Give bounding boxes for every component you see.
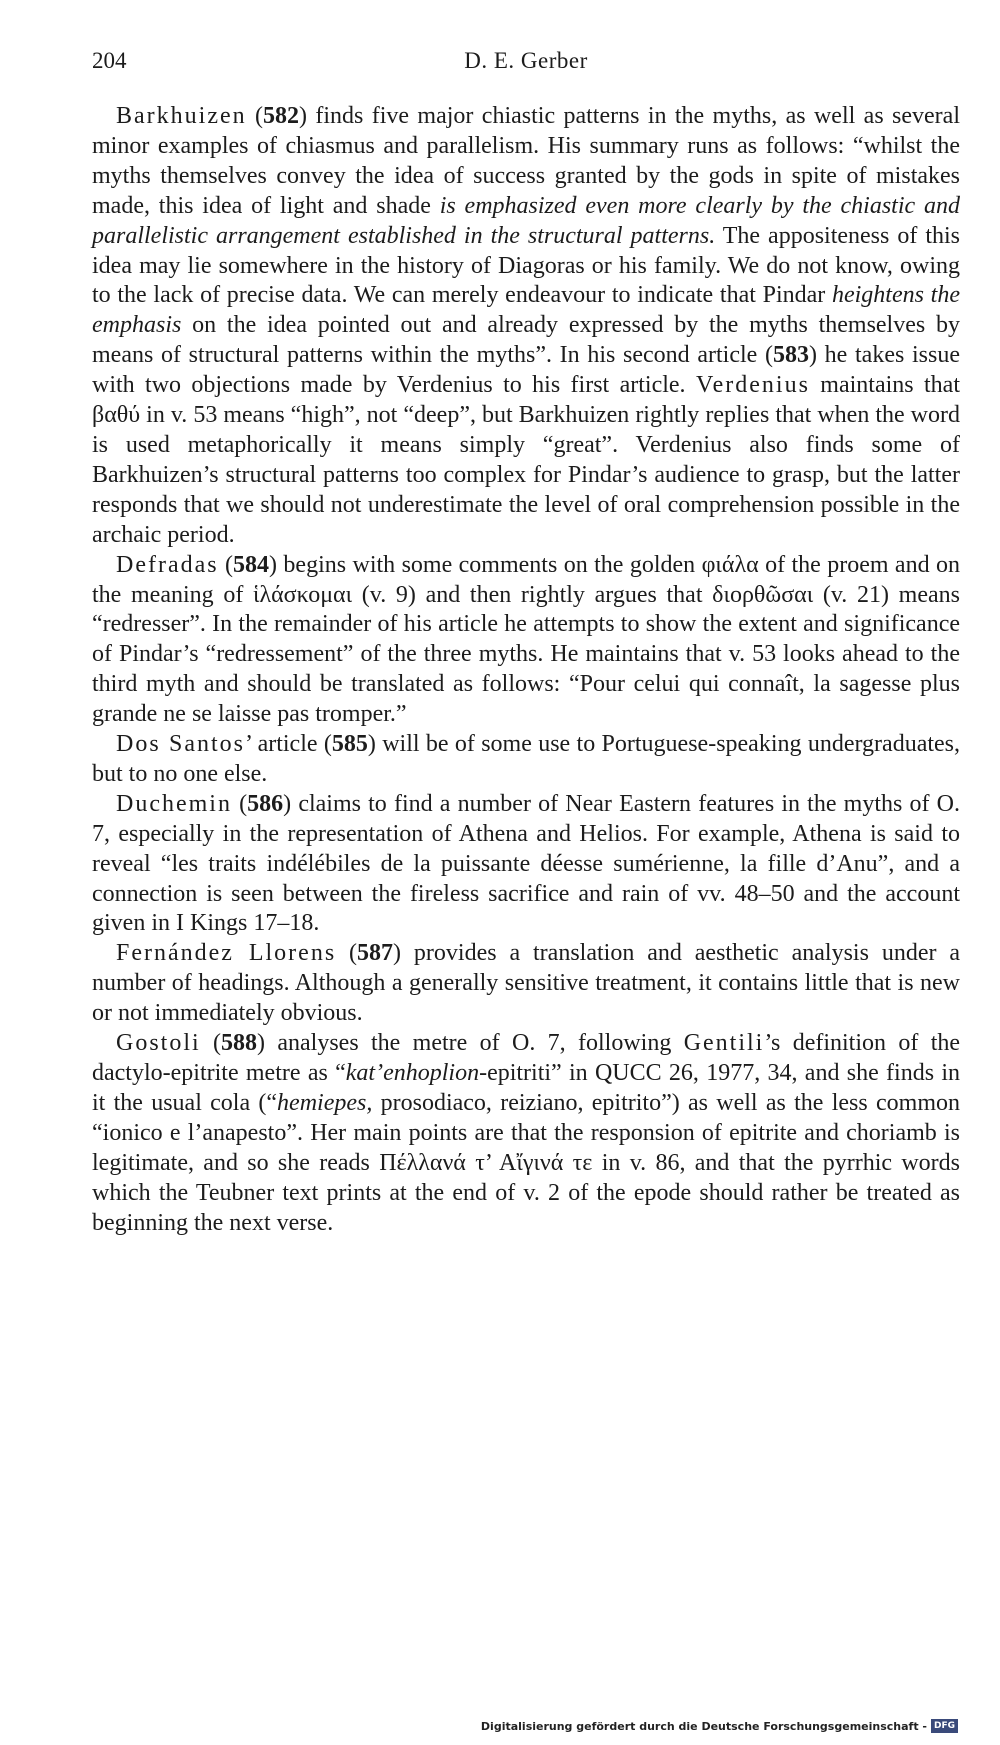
text-run: The appositeness of this idea may lie somewhere in the history of Diagoras or his family. We do not know, owing to the lack of precise data. We can merely endeavour to indicate that Pindar — [92, 222, 960, 309]
text-run: ( — [231, 790, 248, 817]
paragraph — [92, 1029, 960, 1238]
text-run: ( — [336, 940, 358, 967]
text-run: maintains that βαθύ in v. 53 means “high”, not “deep”, but Barkhuizen rightly replies that when the word is used metaphorically it means simply “great”. Verdenius also finds some of Barkhuizen’s structural patterns too complex for Pindar’s audience to grasp, but the latter responds that we should not underestimate the level of oral comprehension possible in the archaic period. — [92, 372, 960, 548]
reference-number: 582 — [263, 103, 299, 129]
page-header — [88, 48, 964, 82]
text-run: ) analyses the metre of O. 7, following — [257, 1030, 684, 1057]
italic-text: hemiepes, — [277, 1089, 373, 1116]
paragraph — [92, 551, 960, 730]
reference-number: 587 — [357, 940, 394, 967]
text-run: ( — [218, 551, 234, 578]
digitization-footer — [481, 1719, 958, 1733]
text-run: on the idea pointed out and already expressed by the myths themselves by means of structural patterns within the myths”. In his second article ( — [92, 312, 960, 369]
author-name: Dos Santos — [116, 731, 246, 758]
reference-number: 583 — [773, 342, 809, 369]
author-name: Barkhuizen — [116, 103, 247, 129]
author-name: Fernández Llorens — [116, 940, 337, 967]
page-number: 204 — [92, 48, 127, 73]
text-run: ) he takes issue with two objections made by Verdenius to his first article. — [92, 342, 961, 399]
italic-text: heightens the emphasis — [92, 282, 960, 339]
author-name: Duchemin — [116, 790, 232, 817]
italic-text: kat’enhoplion — [345, 1060, 480, 1086]
text-run: ’s definition of the dactylo-epitrite metre as “ — [92, 1030, 961, 1086]
text-run: ( — [246, 103, 263, 129]
body-text — [92, 102, 960, 1238]
paragraph — [92, 790, 960, 940]
text-run: ) provides a translation and aesthetic analysis under a number of headings. Although a generally sensitive treatment, it contains little that is new or not immediately obvious. — [92, 940, 960, 1027]
reference-number: 585 — [331, 731, 368, 758]
text-run: ) begins with some comments on the golden φιάλα of the proem and on the meaning of ἱλάσκομαι (v. 9) and then rightly argues that διορθῶσαι (v. 21) means “redresser”. In the remainder of his article he attempts to show the extent and significance of Pindar’s “redressement” of the three myths. He maintains that v. 53 looks ahead to the third myth and should be translated as follows: “Pour celui qui connaît, la sagesse plus grande ne se laisse pas tromper.” — [92, 551, 960, 728]
text-run: ’ article ( — [245, 731, 332, 758]
reference-number: 586 — [247, 790, 284, 817]
text-run: -epitriti” in QUCC 26, 1977, 34, and she finds in it the usual cola (“ — [92, 1060, 960, 1116]
running-head: D. E. Gerber — [464, 48, 588, 73]
text-run: ) finds five major chiastic patterns in the myths, as well as several minor examples of chiasmus and parallelism. His summary runs as follows: “whilst the myths themselves convey the idea of success granted by the gods in spite of mistakes made, this idea of light and shade — [92, 103, 960, 219]
text-run: prosodiaco, reiziano, epitrito”) as well as the less common “ionico e l’anapesto”. Her main points are that the responsion of epitrite and choriamb is legitimate, and so she reads Πέλλανά τ’ Αἴγινά τε in v. 86, and that the pyrrhic words which the Teubner text prints at the end of v. 2 of the epode should rather be treated as beginning the next verse. — [92, 1089, 960, 1236]
paragraph — [92, 730, 960, 790]
author-name: Gentili — [683, 1030, 765, 1057]
author-name: Gostoli — [116, 1030, 201, 1057]
italic-text: is emphasized even more clearly by the chiastic and parallelistic arrangement established in the structural patterns. — [92, 192, 960, 249]
paragraph — [92, 939, 960, 1029]
reference-number: 588 — [221, 1030, 258, 1057]
author-name: Defradas — [116, 551, 219, 578]
author-name: Verdenius — [695, 372, 810, 399]
footer-text: Digitalisierung gefördert durch die Deutsche Forschungsgemeinschaft - — [480, 1719, 927, 1733]
paragraph — [92, 102, 960, 551]
text-run: ( — [200, 1030, 222, 1057]
text-run: ) will be of some use to Portuguese-speaking undergraduates, but to no one else. — [92, 731, 961, 787]
reference-number: 584 — [233, 551, 270, 578]
dfg-logo: DFG — [931, 1719, 958, 1733]
text-run: ) claims to find a number of Near Eastern features in the myths of O. 7, especially in the representation of Athena and Helios. For example, Athena is said to reveal “les traits indélébiles de la puissante déesse sumérienne, la fille d’Anu”, and a connection is seen between the fireless sacrifice and rain of vv. 48–50 and the account given in I Kings 17–18. — [92, 790, 960, 937]
